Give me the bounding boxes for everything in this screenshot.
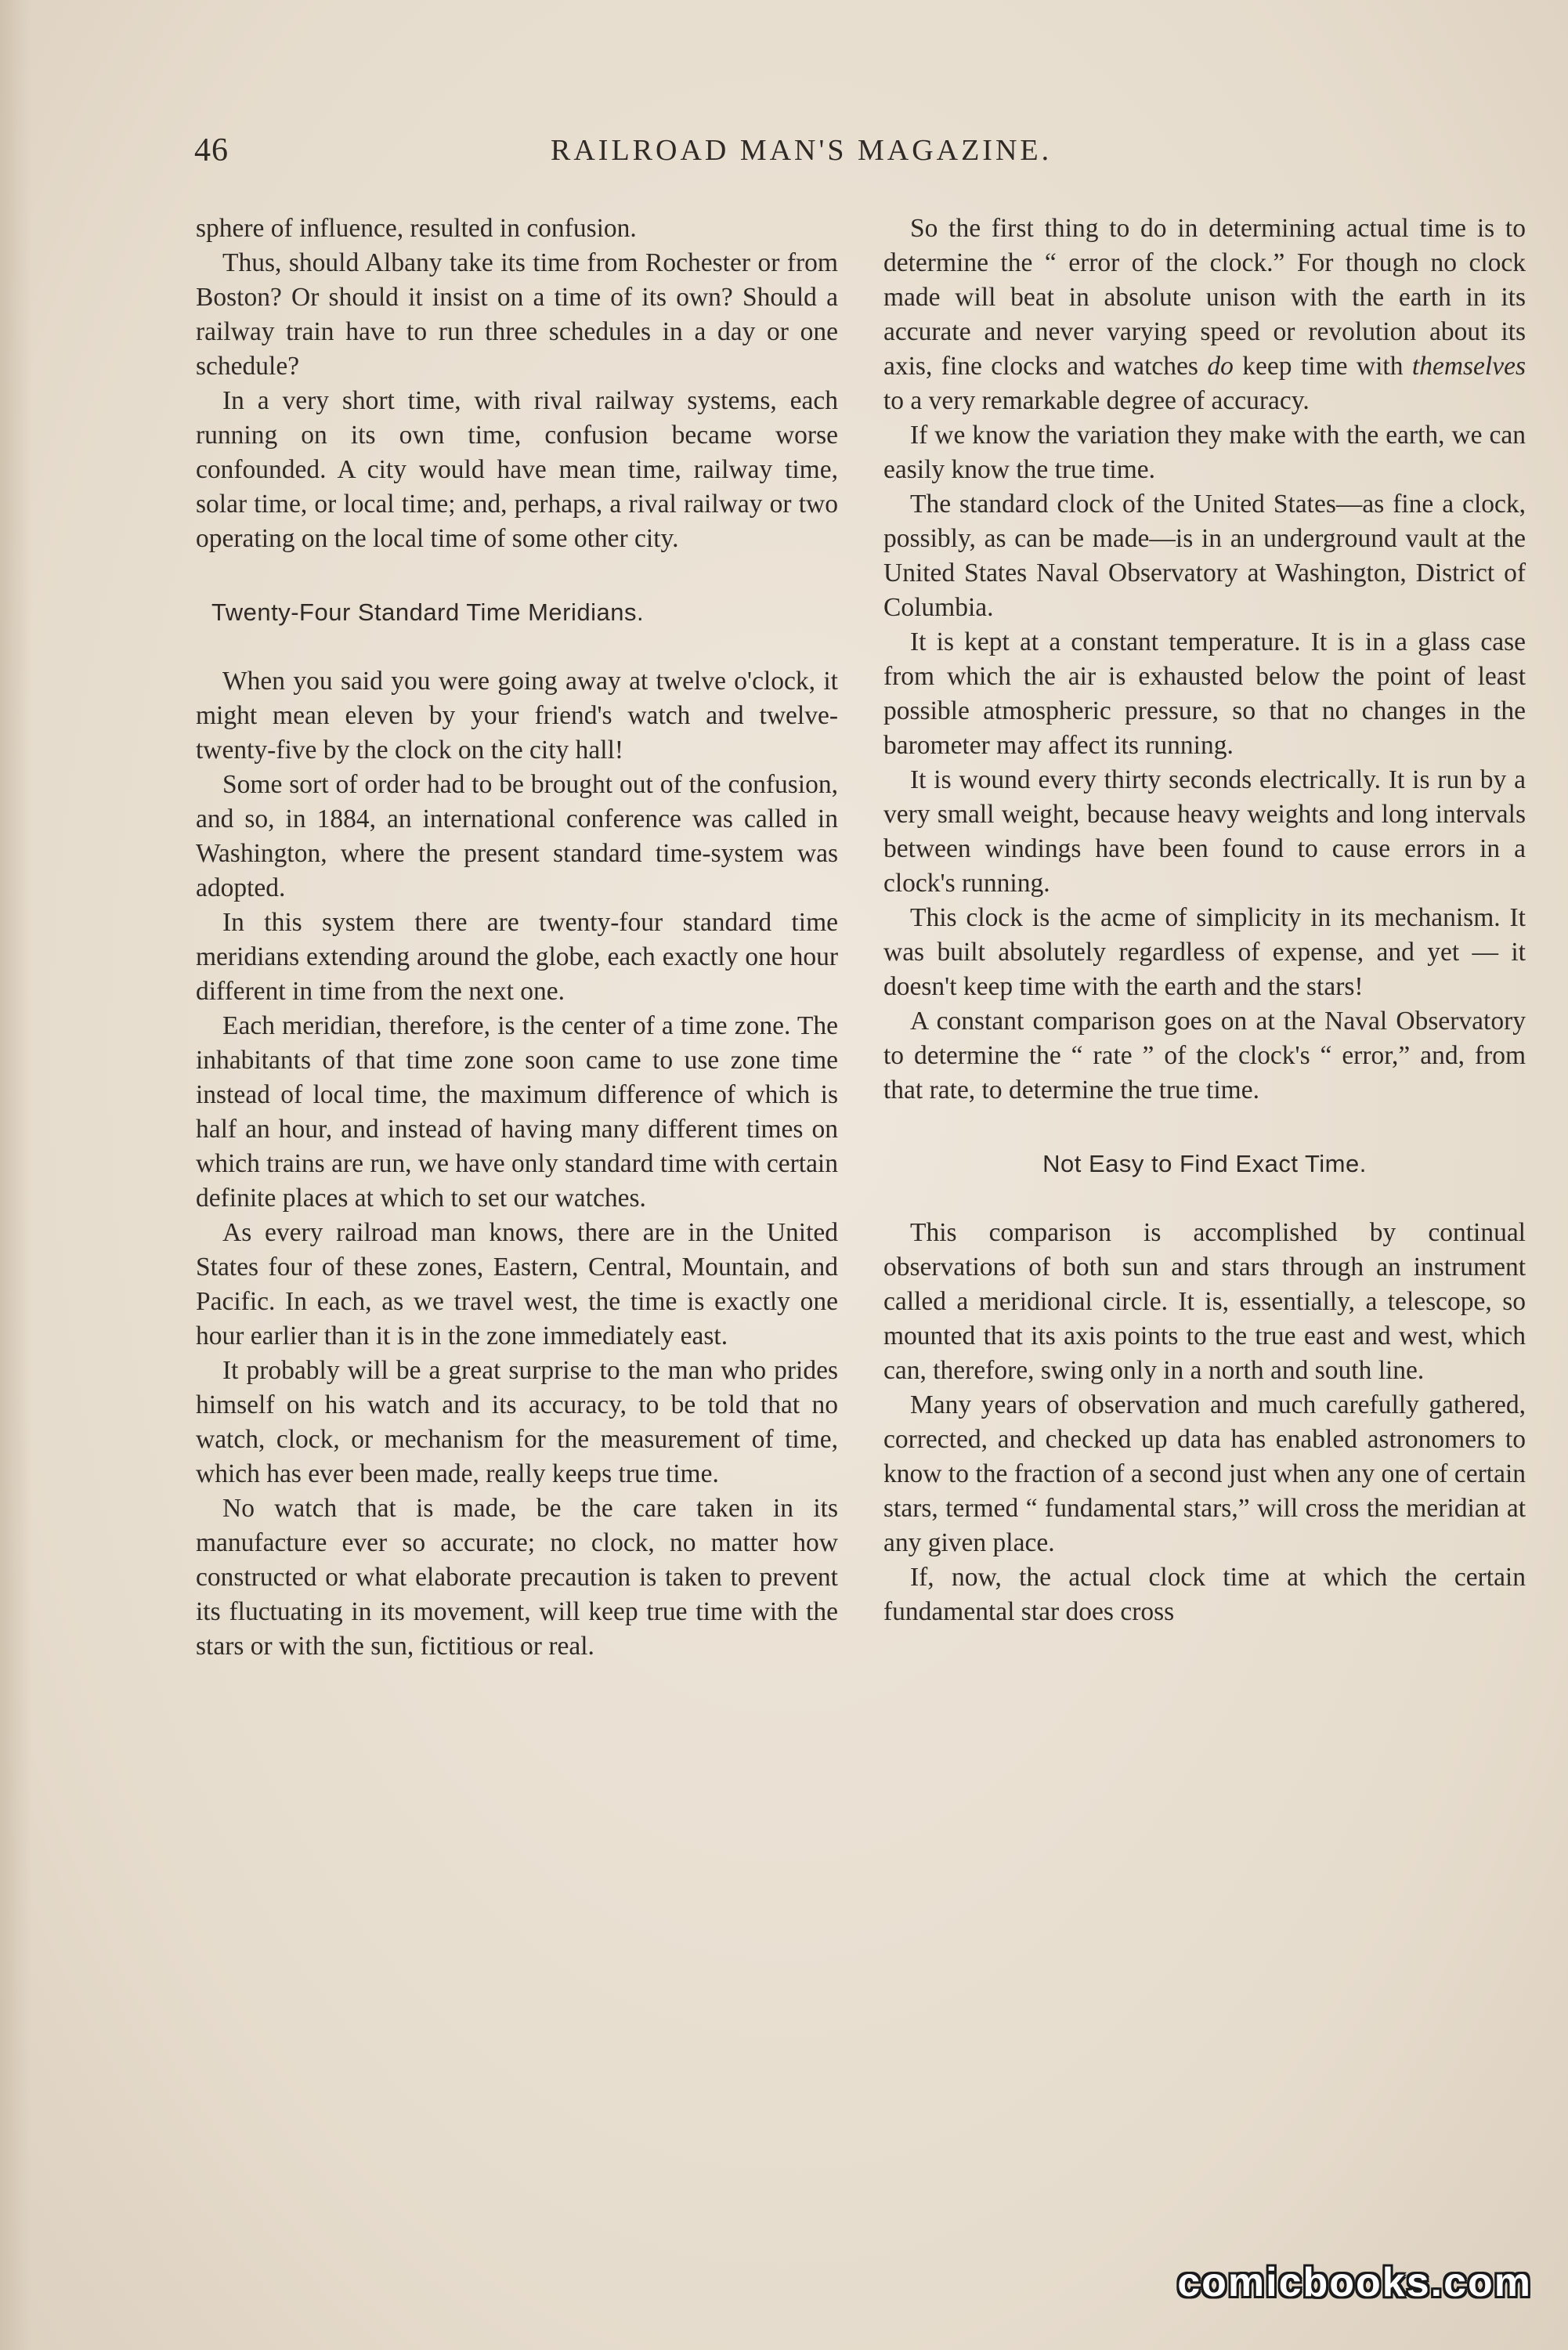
emphasis: themselves <box>1411 352 1526 381</box>
paragraph: The standard clock of the United States—as fine a clock, possibly, as can be made—is in an underground vault at the United States Naval Observatory at Washington, District of Columbia. <box>883 490 1526 622</box>
paragraph: Each meridian, therefore, is the center of a time zone. The inhabitants of that time zone soon came to use zone time instead of local time, the maximum difference of which is half an hour, and instead of having many different times on which trains are run, we have only standard time with certain definite places at which to set our watches. <box>196 1011 838 1213</box>
watermark-logo: comicbooks.com <box>1177 2260 1532 2305</box>
page-header <box>194 132 1440 179</box>
paragraph: Many years of observation and much carefully gathered, corrected, and checked up data has enabled astronomers to know to the fraction of a second just when any one of certain stars, termed “ fundamental stars,” will cross the meridian at any given place. <box>883 1390 1526 1557</box>
paragraph: In a very short time, with rival railway systems, each running on its own time, confusion became worse confounded. A city would have mean time, railway time, solar time, or local time; and, perhaps, a rival railway or two operating on the local time of some other city. <box>196 386 838 553</box>
text-run: So the first thing to do in determining actual time is to determine the “ error of the clock.” For though no clock made will beat in absolute unison with the earth in its accurate and never varying speed or revolution about its axis, fine clocks and watches <box>883 214 1526 381</box>
paragraph: If, now, the actual clock time at which the certain fundamental star does cross <box>883 1563 1526 1626</box>
paragraph: Thus, should Albany take its time from Rochester or from Boston? Or should it insist on a time of its own? Should a railway train have to run three schedules in a day or one schedule? <box>196 248 838 381</box>
paragraph: If we know the variation they make with the earth, we can easily know the true time. <box>883 421 1526 484</box>
left-column <box>196 212 838 1664</box>
right-column <box>883 212 1526 1629</box>
paragraph: sphere of influence, resulted in confusion. <box>196 214 637 243</box>
paragraph: In this system there are twenty-four standard time meridians extending around the globe, each exactly one hour different in time from the next one. <box>196 908 838 1006</box>
text-run: to a very remarkable degree of accuracy. <box>883 386 1310 415</box>
paragraph: It is wound every thirty seconds electrically. It is run by a very small weight, because heavy weights and long intervals between windings have been found to cause errors in a clock's running. <box>883 765 1526 898</box>
paragraph: A constant comparison goes on at the Naval Observatory to determine the “ rate ” of the clock's “ error,” and, from that rate, to determine the true time. <box>883 1007 1526 1104</box>
paragraph: As every railroad man knows, there are in the United States four of these zones, Eastern, Central, Mountain, and Pacific. In each, as we travel west, the time is exactly one hour earlier than it is in the zone immediately east. <box>196 1218 838 1350</box>
section-heading: Twenty-Four Standard Time Meridians. <box>211 598 645 626</box>
page-spine-shadow <box>0 0 31 2350</box>
paragraph: It probably will be a great surprise to the man who prides himself on his watch and its accuracy, to be told that no watch, clock, or mechanism for the measurement of time, which has ever been made, really keeps true time. <box>196 1356 838 1488</box>
paragraph: No watch that is made, be the care taken in its manufacture ever so accurate; no clock, no matter how constructed or what elaborate precaution is taken to prevent its fluctuating in its movement, will keep true time with the stars or with the sun, fictitious or real. <box>196 1494 838 1661</box>
paragraph: This comparison is accomplished by continual observations of both sun and stars through an instrument called a meridional circle. It is, essentially, a telescope, so mounted that its axis points to the true east and west, which can, therefore, swing only in a north and south line. <box>883 1218 1526 1385</box>
page-number: 46 <box>194 132 229 168</box>
section-heading: Not Easy to Find Exact Time. <box>1042 1150 1367 1177</box>
running-title: RAILROAD MAN'S MAGAZINE. <box>551 134 1053 167</box>
paragraph: It is kept at a constant temperature. It is in a glass case from which the air is exhausted below the point of least possible atmospheric pressure, so that no changes in the barometer may affect its running. <box>883 627 1526 760</box>
paragraph: Some sort of order had to be brought out of the confusion, and so, in 1884, an international conference was called in Washington, where the present standard time-system was adopted. <box>196 770 838 902</box>
paragraph: This clock is the acme of simplicity in its mechanism. It was built absolutely regardless of expense, and yet — it doesn't keep time with the earth and the stars! <box>883 903 1526 1001</box>
paragraph <box>883 212 1526 418</box>
paragraph: When you said you were going away at twelve o'clock, it might mean eleven by your friend's watch and twelve-twenty-five by the clock on the city hall! <box>196 667 838 765</box>
text-run: keep time with <box>1233 352 1412 381</box>
emphasis: do <box>1207 352 1234 381</box>
